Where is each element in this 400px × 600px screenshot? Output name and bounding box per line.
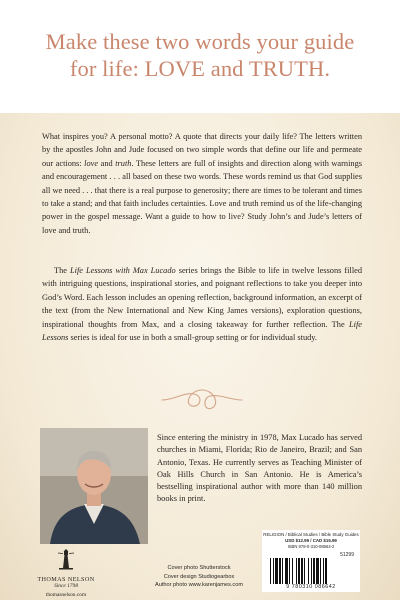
p1-text-and: and: [98, 158, 116, 168]
emphasis-truth: truth: [115, 158, 132, 168]
barcode-stripe: [292, 558, 293, 584]
flourish-ornament-icon: [160, 382, 244, 418]
p1-text-b: . These letters are full of insights and direction along with warnings and encouragement . . . all based on these two words. These words remind us that God supplies all we need . . . that there is a real purpose to generosity; there are times to be tolerant and times to take a stand; and that faith includes certainties. Love and truth remind us of the life-changing power in the gospel message. Want a guide to how to live? Study John’s and Jude’s letters of love and truth.: [42, 158, 362, 235]
barcode-stripe: [273, 558, 274, 584]
barcode-label: [262, 530, 360, 592]
credit-design: Cover design Studiogearbox: [163, 573, 235, 580]
price: USD $12.99 / CAD $15.99: [285, 537, 337, 543]
p2-text-a: The: [54, 266, 70, 275]
barcode-stripe: [270, 558, 271, 584]
headline-line-2: for life: LOVE and TRUTH.: [69, 56, 331, 81]
barcode-stripe: [304, 558, 305, 584]
author-bio: Since entering the ministry in 1978, Max Lucado has served churches in Miami, Florida; Rio de Janeiro, Brazil; and San Antonio, Texas. He currently serves as Teaching Minister of Oak Hills Church in San Antonio. He is America’s bestselling inspirational author with more than 140 million books in print.: [157, 433, 362, 504]
credit-photo: Cover photo Shutterstock: [167, 565, 231, 571]
bisac-category: RELIGION / Biblical Studies / Bible Study Guides: [263, 532, 359, 537]
barcode-stripe: [301, 558, 303, 584]
emphasis-love: love: [84, 158, 99, 168]
barcode-stripe: [289, 558, 290, 584]
publisher-logo: [36, 548, 96, 598]
barcode-stripe: [275, 558, 278, 584]
barcode-stripe: [298, 558, 300, 584]
series-title-short: Life Lessons: [42, 319, 362, 343]
publisher-name: THOMAS NELSON: [37, 576, 95, 583]
description-paragraph-2: [42, 264, 362, 344]
barcode-digits: 9 780310 086642: [286, 584, 336, 590]
p2-text-c: series is ideal for use in both a small-group setting or for individual study.: [68, 333, 318, 343]
credit-author-photo: Author photo www.karenjames.com: [155, 582, 243, 589]
author-photo: [40, 428, 148, 544]
barcode-stripe: [325, 558, 327, 584]
barcode-stripe: [282, 558, 283, 584]
headline: [0, 28, 400, 82]
publisher-url: thomasnelson.com: [45, 592, 87, 598]
description-paragraph-1: [42, 130, 362, 237]
series-title: Life Lessons with Max Lucado: [70, 266, 176, 275]
barcode-stripe: [308, 558, 309, 584]
barcode-stripe: [296, 558, 297, 584]
barcode-stripe: [323, 558, 324, 584]
barcode-stripe: [313, 558, 315, 584]
barcode-stripe: [285, 558, 288, 584]
barcode-stripe: [320, 558, 321, 584]
cover-credits: [152, 564, 246, 590]
headline-line-1: Make these two words your guide: [45, 29, 355, 54]
publisher-since: Since 1798: [54, 583, 78, 589]
lighthouse-icon: [55, 548, 77, 570]
barcode-icon: [268, 558, 354, 584]
isbn-text: ISBN 978-0-310-08664-2: [287, 544, 335, 550]
barcode-stripe: [311, 558, 312, 584]
price-code: 51299: [340, 552, 354, 558]
p1-text-a: What inspires you? A personal motto? A quote that directs your daily life? The letters written by the apostles John and Jude focused on two simple words that define our life and permeate our actions:: [42, 132, 362, 168]
barcode-stripe: [279, 558, 281, 584]
barcode-stripe: [316, 558, 319, 584]
p2-text-b: series brings the Bible to life in twelve lessons filled with intriguing questions, inspirational stories, and poignant reflections to take you deeper into God’s Word. Each lesson includes an opening reflection, background information, an excerpt of the text (from the New International and New King James versions), exploration questions, inspirational thoughts from Max, and a closing takeaway for further reflection. The: [42, 266, 363, 329]
